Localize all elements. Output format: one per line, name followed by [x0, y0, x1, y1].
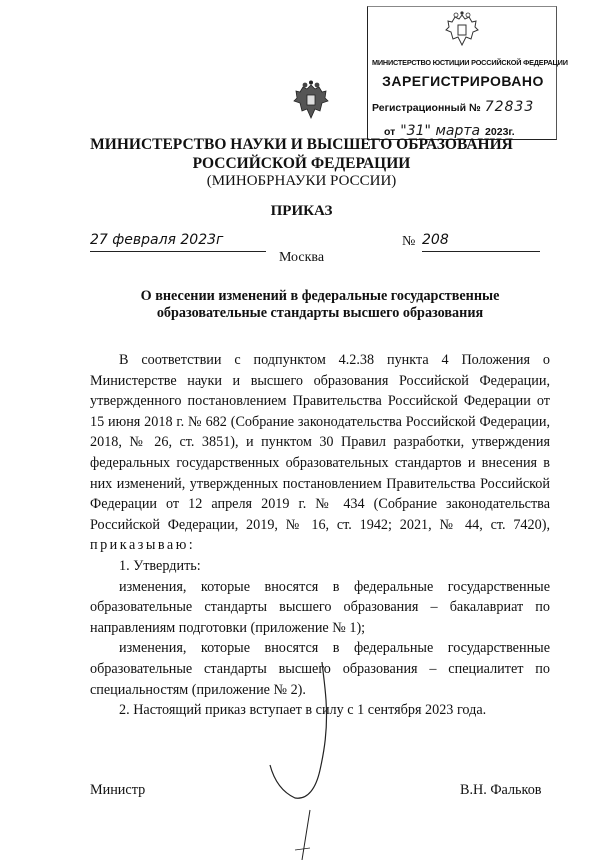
stamp-date-year: 2023г.	[485, 126, 515, 138]
order-date: 27 февраля 2023г	[90, 232, 266, 252]
stamp-reg-number: 72833	[484, 99, 535, 115]
subject-line1: О внесении изменений в федеральные государственные	[140, 288, 500, 304]
stamp-reg-label: Регистрационный №	[372, 102, 481, 114]
signature-role: Министр	[90, 782, 146, 798]
body-item1a: изменения, которые вносятся в федеральные государственные образовательные стандарты высшего образования – бакалавриат по направлениям подготовки (приложение № 1);	[90, 578, 550, 636]
order-city: Москва	[278, 250, 325, 265]
ministry-name-line2: РОССИЙСКОЙ ФЕДЕРАЦИИ	[192, 155, 411, 172]
body-item2: 2. Настоящий приказ вступает в силу с 1 сентября 2023 года.	[119, 702, 487, 719]
body-item1b: изменения, которые вносятся в федеральные государственные образовательные стандарты высшего образования – специалитет по специальностям (приложение № 2).	[90, 640, 550, 698]
order-subject	[90, 288, 550, 322]
stamp-registration-row	[372, 99, 534, 115]
order-number: 208	[422, 232, 540, 252]
body-intro-paragraph	[90, 350, 550, 556]
coat-of-arms-icon	[293, 80, 329, 120]
stamp-ministry-name: МИНИСТЕРСТВО ЮСТИЦИИ РОССИЙСКОЙ ФЕДЕРАЦИИ	[372, 58, 568, 67]
order-title: ПРИКАЗ	[270, 203, 333, 219]
order-number-label: №	[402, 234, 416, 249]
body-item1: 1. Утвердить:	[119, 557, 201, 574]
stamp-date-handwritten: "31" марта	[400, 123, 481, 139]
signature-name: В.Н. Фальков	[460, 782, 542, 798]
stamp-date-prefix: от	[384, 126, 396, 138]
body-orders-word: приказываю:	[90, 537, 196, 554]
body-intro: В соответствии с подпунктом 4.2.38 пункта 4 Положения о Министерстве науки и высшего образования Российской Федерации, утвержденного постановлением Правительства Российской Федерации от 15 июня 2018 г. № 682 (Собрание законодательства Российской Федерации, 2018, № 26, ст. 3851), и пунктом 30 Правил разработки, утверждения федеральных государственных образовательных стандартов и внесения в них изменений, утвержденных постановлением Правительства Российской Федерации от 12 апреля 2019 г. № 434 (Собрание законодательства Российской Федерации, 2019, № 16, ст. 1942; 2021, № 44, ст. 7420),	[90, 352, 550, 533]
registration-stamp	[367, 6, 568, 140]
handwritten-signature-icon	[240, 660, 360, 860]
ministry-name-line1: МИНИСТЕРСТВО НАУКИ И ВЫСШЕГО ОБРАЗОВАНИЯ	[90, 136, 513, 153]
ministry-short-name: (МИНОБРНАУКИ РОССИИ)	[206, 173, 397, 189]
stamp-registered-label: ЗАРЕГИСТРИРОВАНО	[382, 73, 544, 89]
eagle-emblem-icon	[444, 11, 480, 49]
subject-line2: образовательные стандарты высшего образования	[156, 305, 484, 321]
